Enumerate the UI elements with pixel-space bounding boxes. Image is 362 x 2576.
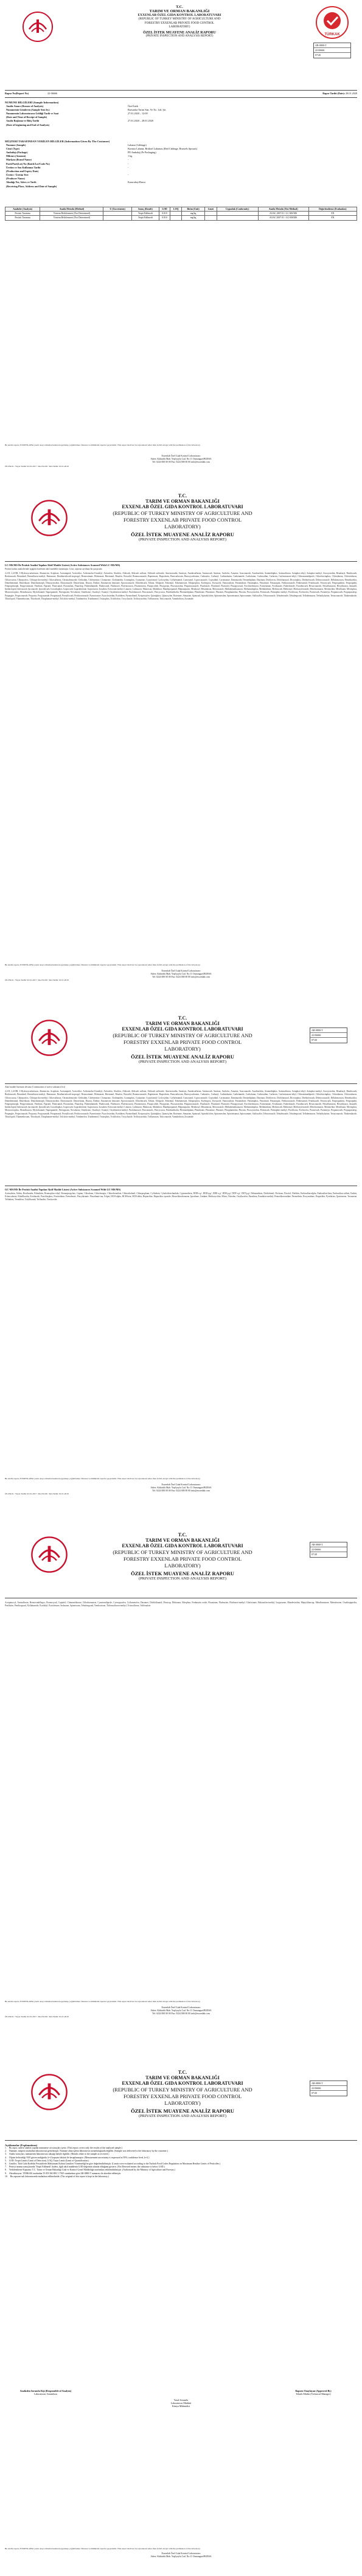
results-table <box>5 207 357 221</box>
note-text: Bu rapor, sadece analizi yapılan numuneye ait sonuçları içerir. (This report covers only the results of the analysed sample.) <box>9 2147 123 2149</box>
sig-right-role: Teknik Müdür (Technical Manager) <box>296 2392 331 2395</box>
header-ministry: TARIM VE ORMAN BAKANLIĞI <box>145 2075 220 2080</box>
info-row <box>5 123 167 126</box>
info-label: (Date and Time of Receipt of Sample) <box>6 116 47 119</box>
footer-revision: ÖS-FR-01 / Yayın Tarihi: 02.01.2017 / Rev.No:06 / Rev.Tarihi: 01.01.2019 <box>5 2015 69 2018</box>
doc-code-number: 22-06666 <box>310 1033 347 1038</box>
page-3-footer <box>5 1477 357 1495</box>
footer-lab-name: Exxenlab Özel Gıda Kontrol Laboratuvarı <box>161 970 201 973</box>
table-cell <box>103 216 132 220</box>
footer-address: Adres: Kükürtlü Mah. Yeşilyayla Cad. No:11 Osmangazi/BURSA <box>150 458 212 461</box>
table-cell: Yöntem Belirlenmesi (Not Determined) <box>40 216 103 220</box>
sample-info-title: NUMUNE BİLGİLERİ (Sample Information) <box>5 101 59 104</box>
info-value: Kırmızı Lahana, Brüksel Lahanası (Red Cabbage, Brussels Sprouts) <box>128 147 198 150</box>
info-label: Analiz Amacı (Reason of Analysis) <box>6 104 44 108</box>
footer-footnote: Bu analiz raporu, EXXENLAB'ın yazılı onayı olmadan kısmen kopyalanıp çoğaltılamaz. İmzasız ve mühürsüz raporlar geçersizdir. This report shall not be reproduced other than in full except with the permission of the laboratory. <box>5 444 201 446</box>
gc-list-section <box>5 564 357 913</box>
results-column-header: Analiz Metodu (Test Method) <box>258 207 308 212</box>
page-1-footer <box>5 444 357 468</box>
info-value <box>127 123 167 126</box>
table-cell: Yöntem Belirlenmesi (Not Determined) <box>40 212 103 216</box>
page-2-footer <box>5 964 357 981</box>
header-en-3: LABORATORY) <box>164 1046 201 1052</box>
sig-center-3: Kimya Mühendisi <box>172 2405 190 2408</box>
report-date-value: 28.01.2020 <box>346 92 357 95</box>
table-cell: mg/kg <box>182 212 205 216</box>
gc-compound-list: Acrinathrin, Aldrin, Benfluralin, Bifenthrin, Bromophos-ethyl, Bromopropylate, Captan, Chlordane, Chlorfenapyr, Chlorobenzilate, Chlorothalonil, Chlorpropham, Cyfluthrin, Cyhalothrin-lambda, Cypermethrin, DDD-o,p', DDD-p,p', DDE-o,p', DDE-p,p', DDT-o,p', DDT-p,p', Deltamethrin, Dichlobenil, Dicloran, Dicofol, Dieldrin, Endosulfan-alpha, Endosulfan-beta, Endosulfan sulfate, Endrin, Esfenvalerate, Ethalfluralin, Etridiazole, Fenchlorphos, Fenitrothion, Fenvalerate, Flucythrinate, Fluvalinate-tau, Folpet, HCH-alpha, HCH-beta, HCH-delta, Heptachlor, Heptachlor epoxide, Hexachlorobenzene, Iprodione, Lindane, Methoxychlor, Mirex, Nitrofen, Oxyfluorfen, Parathion, Parathion-methyl, Pentachloroaniline, Permethrin, Procymidone, Propachlor, Pyrethrins, Quintozene, Tecnazene, Tefluthrin, Tetradifon, Tolylfluanid, Trifluralin, Vinclozolin <box>5 1192 357 1201</box>
footer-address: Adres: Kükürtlü Mah. Yeşilyayla Cad. No:11 Osmangazi/BURSA <box>150 2009 212 2012</box>
report-header-5 <box>0 2049 362 2134</box>
header-lab: EXXENLAB ÖZEL GIDA KONTROL LABORATUVARI <box>137 13 221 17</box>
lc-list-intro: Pestisit kalıntı analizlerinde aşağıda listelenen aktif maddeler taranmıştır. Liste, raporun ayrılmaz bir parçasıdır. <box>5 568 103 570</box>
note-number: 4. <box>5 2156 7 2159</box>
header-en-1: (REPUBLIC OF TURKEY MINISTRY OF AGRICULTURE AND <box>113 2087 252 2093</box>
report-meta <box>5 92 357 95</box>
footer-lab-name: Exxenlab Özel Gıda Kontrol Laboratuvarı <box>161 1483 201 1487</box>
note-number: 7. <box>5 2166 7 2169</box>
note-text: Pestisit tarama sonuçlarında 'Tespit Edilmedi' ifadesi, ilgili aktif maddenin LOD değerinin altında olduğunu gösterir. (Not Detected means the substance is below LOD.) <box>9 2166 165 2169</box>
results-column-header: Değerlendirme (Evaluation) <box>308 207 357 212</box>
report-title: ÖZEL İSTEK MUAYENE ANALİZ RAPORU <box>131 2108 234 2114</box>
doc-code-box <box>310 2080 347 2096</box>
info-value: Özel İstek <box>128 104 139 108</box>
footer-footnote: Bu analiz raporu, EXXENLAB'ın yazılı onayı olmadan kısmen kopyalanıp çoğaltılamaz. İmzasız ve mühürsüz raporlar geçersizdir. This report shall not be reproduced other than in full except with the permission of the laboratory. <box>5 2547 201 2550</box>
sample-info-section <box>5 101 357 126</box>
report-header-3 <box>0 1003 362 1085</box>
info-value: PE Ambalaj (Pe Packaging) <box>128 150 156 154</box>
meta-divider <box>5 97 357 98</box>
header-en-2: FORESTRY EXXENLAB PRIVATE FOOD CONTROL <box>123 1556 242 1562</box>
report-date-label: Rapor Tarihi (Date): <box>322 92 346 95</box>
report-page-2 <box>0 477 362 997</box>
info-label: Parti/Part(Lot) No (Batch/Lot/Code No) <box>6 162 50 165</box>
header-title-block-4 <box>85 1532 280 1581</box>
info-row <box>5 184 198 188</box>
info-value: 1 kg <box>128 154 133 158</box>
info-label: Numune (Sample) <box>6 143 26 147</box>
header-en-2: FORESTRY EXXENLAB PRIVATE FOOD CONTROL <box>144 21 215 25</box>
report-title: ÖZEL İSTEK MUAYENE ANALİZ RAPORU <box>143 30 216 35</box>
doc-code-accreditation: AB-0800-T <box>310 1542 347 1547</box>
table-cell: Pestisit Taraması <box>5 216 40 220</box>
report-title: ÖZEL İSTEK MUAYENE ANALİZ RAPORU <box>131 531 234 537</box>
note-number: 6. <box>5 2163 7 2166</box>
table-row <box>5 212 357 216</box>
note-number: 10. <box>5 2175 8 2178</box>
footer-contact: Tel: 0224 000 00 00 Fax: 0224 000 00 00 info@exxenlab.com <box>152 976 210 978</box>
report-subtitle: (PRIVATE INSPECTION AND ANALYSIS REPORT) <box>138 2114 227 2118</box>
footer-address: Adres: Kükürtlü Mah. Yeşilyayla Cad. No:11 Osmangazi/BURSA <box>150 973 212 976</box>
header-lab: EXXENLAB ÖZEL GIDA KONTROL LABORATUVARI <box>122 1543 243 1549</box>
info-label: Numunenin Gönderen (Sample Sent by) <box>6 108 50 111</box>
report-no-value: 22-06666 <box>47 92 58 95</box>
header-divider <box>5 561 357 562</box>
note-number: 5. <box>5 2159 7 2162</box>
turkak-label: TÜRKAK <box>324 33 340 36</box>
header-en-1: (REPUBLIC OF TURKEY MINISTRY OF AGRICULTURE AND <box>113 1032 252 1038</box>
results-column-header: Birim (Unit) <box>182 207 205 212</box>
header-title-block-3 <box>85 1015 280 1064</box>
lc-compound-list: 2,4-D, 2,4-DB, 3-Hydroxycarbofuran, Abamectin, Acephate, Acetamiprid, Acetochlor, Acibenzolar-S-methyl, Aclonifen, Alachlor, Aldicarb, Aldicarb sulfone, Aldicarb sulfoxide, Ametoctradin, Ametryn, Amidosulfuron, Aminocarb, Amitraz, Anilofos, Atrazine, Azaconazole, Azadirachtin, Azamethiphos, Azimsulfuron, Azinphos-ethyl, Azinphos-methyl, Azoxystrobin, Benalaxyl, Bendiocarb, Benfuracarb, Benodanil, Bensulfuron-methyl, Bentazone, Benthiavalicarb-isopropyl, Benzoximate, Bifenazate, Bitertanol, Bixafen, Boscalid, Bromuconazole, Bupirimate, Buprofezin, Butocarboxim, Butoxycarboxim, Cadusafos, Carbaryl, Carbendazim, Carbetamide, Carbofuran, Carbosulfan, Carboxin, Carfentrazone-ethyl, Chlorantraniliprole, Chlorfenvinphos, Chloridazon, Chlorotoluron, Chloroxuron, Chlorpyrifos, Chlorpyrifos-methyl, Chlorsulfuron, Chromafenozide, Clethodim, Clofentezine, Clomazone, Clothianidin, Coumaphos, Cyanazine, Cyazofamid, Cycloxydim, Cyflufenamid, Cymoxanil, Cyproconazole, Cyprodinil, Cyromazine, Daminozide, Desmedipham, Diazinon, Dichlorvos, Diclobutrazol, Dicrotophos, Diethofencarb, Difenoconazole, Diflubenzuron, Dimethachlor, Dimethenamid, Dimethoate, Dimethomorph, Dimoxystrobin, Diniconazole, Dinotefuran, Diuron, Dodine, Emamectin benzoate, Epoxiconazole, Ethiofencarb, Ethion, Ethiprole, Ethirimol, Ethofumesate, Ethoprophos, Etofenprox, Etoxazole, Famoxadone, Fenamidone, Fenamiphos, Fenarimol, Fenazaquin, Fenbuconazole, Fenhexamid, Fenobucarb, Fenoxycarb, Fenpropathrin, Fenpropidin, Fenpropimorph, Fenpyroximate, Fenthion, Fipronil, Flonicamid, Florasulam, Fluazifop, Flubendiamide, Fludioxonil, Flufenacet, Flufenoxuron, Fluometuron, Fluopicolide, Fluopyram, Fluoxastrobin, Fluquinconazole, Flusilazole, Flutolanil, Flutriafol, Fluxapyroxad, Forchlorfenuron, Formetanate, Fosthiazate, Fuberidazole, Furathiocarb, Hexaconazole, Hexaflumuron, Hexythiazox, Imazalil, Imidacloprid, Indoxacarb, Ipconazole, Iprovalicarb, Isocarbophos, Isoprocarb, Isoprothiolane, Isoproturon, Isoxaben, Kresoxim-methyl, Linuron, Lufenuron, Malaoxon, Malathion, Mandipropamid, Mepanipyrim, Metalaxyl, Metamitron, Metconazole, Methabenzthiazuron, Methamidophos, Methidathion, Methiocarb, Methomyl, Methoxyfenozide, Metobromuron, Metolachlor, Metribuzin, Mevinphos, Monocrotophos, Monolinuron, Myclobutanil, Napropamide, Nitenpyram, Novaluron, Omethoate, Oxadixyl, Oxamyl, Oxydemeton-methyl, Paclobutrazol, Penconazole, Pencycuron, Pendimethalin, Phenmedipham, Phenthoate, Phosalone, Phosmet, Phosphamidon, Phoxim, Picoxystrobin, Pirimicarb, Pirimiphos-methyl, Prochloraz, Profenofos, Promecarb, Prometryn, Propamocarb, Propaquizafop, Propargite, Propiconazole, Propoxur, Propyzamide, Proquinazid, Prosulfocarb, Prothioconazole, Pymetrozine, Pyraclostrobin, Pyridaben, Pyrimethanil, Pyriproxyfen, Quinalphos, Quinoxyfen, Rotenone, Simazine, Spinosad, Spirodiclofen, Spiromesifen, Spirotetramat, Spiroxamine, Sulfoxaflor, Tebuconazole, Tebufenozide, Tebufenpyrad, Teflubenzuron, Terbuthylazine, Tetraconazole, Thiabendazole, Thiacloprid, Thiamethoxam, Thiodicarb, Thiophanate-methyl, Tolclofos-methyl, Triadimefon, Triadimenol, Triazophos, Trichlorfon, Tricyclazole, Trifloxystrobin, Triflumuron, Triticonazole, Vamidothion, Zoxamide <box>5 572 357 600</box>
sig-right-title: Raporu Onaylayan (Approved By) <box>295 2389 332 2392</box>
results-column-header: Analiz Metodu (Method) <box>40 207 103 212</box>
doc-code-box <box>310 1542 347 1558</box>
table-cell: EN <box>308 212 357 216</box>
doc-code-page: 07/20 <box>312 1553 318 1556</box>
report-page-1 <box>0 0 362 474</box>
note-text: Ölçüm belirsizliği %95 güven aralığında, k=2 kapsam faktörü ile hesaplanmıştır. (Measurement uncertainty is expressed at 95% confidence level, k=2.) <box>9 2156 150 2159</box>
info-value: 27.01.2020 – 28.01.2020 <box>128 119 153 123</box>
ministry-logo-icon <box>30 499 68 537</box>
extra-compound-list: Acequinocyl, Amisulbrom, Benzovindiflupyr, Bromoxynil, Captafol, Chinomethionat, Chlorbromuron, Cyantraniliprole, Cyenopyrafen, Cyflumetofen, Dazomet, Dichlofluanid, Dinocap, Dithianon, Ethephon, Fenbutatin oxide, Fluazinam, Flufenzine, Fluthiacet-methyl, Glufosinate, Halauxifen-methyl, Isopyrazam, Mandestrobin, Meptyldinocap, Metaflumizone, Metrafenone, Oxathiapiprolin, Penflufen, Penthiopyrad, Pyflubumide, Pyridalyl, Pyriofenone, Sedaxane, Spinetoram, Tebufenpyrad, Tembotrione, Thifensulfuron-methyl, Tritosulfuron, Valifenalate <box>5 1601 357 1607</box>
sig-left-title: Analizden Sorumlu Kişi (Responsible of Analysis) <box>19 2389 72 2392</box>
info-label: Markası (Brand Name) <box>6 158 32 162</box>
header-tc: T.C. <box>178 2070 187 2075</box>
info-label: Analiz Başlama ve Bitiş Tarihi <box>6 119 40 123</box>
ministry-logo-icon <box>30 1536 68 1573</box>
report-title: ÖZEL İSTEK MUAYENE ANALİZ RAPORU <box>131 1570 234 1576</box>
info-label: (Receiving Place, Address and Date of Sample) <box>6 184 57 188</box>
lc-list-title: LC-MS/MS İle Pestisit Analizi Yapılan Aktif Madde Listesi (Active Substances Scanned With LC-MS/MS) <box>5 564 120 567</box>
info-label: (Production and Expiry Date) <box>6 169 39 173</box>
results-column-header: LOQ <box>170 207 182 212</box>
info-label: Numunenin Laboratuvara Geldiği Tarih ve Saat <box>6 111 59 115</box>
report-page-4 <box>0 1520 362 2043</box>
info-value: - <box>128 158 129 162</box>
table-cell: Tespit Edilmedi <box>132 216 159 220</box>
report-header-4 <box>0 1520 362 1599</box>
table-cell <box>170 216 182 220</box>
notes-list <box>5 2147 357 2178</box>
info-label: Üretici / Üretim Yeri <box>6 173 29 177</box>
doc-code-accreditation: AB-0800-T <box>310 1028 347 1033</box>
report-header-2 <box>0 477 362 562</box>
info-value: Karacabey/Bursa <box>128 181 145 184</box>
table-cell <box>204 212 217 216</box>
doc-code-accreditation: AB-0800-T <box>314 43 350 48</box>
table-cell <box>103 212 132 216</box>
list-continuation <box>5 1086 357 1175</box>
table-cell <box>204 216 217 220</box>
sample-info-table <box>5 104 167 126</box>
doc-code-box <box>310 1027 347 1043</box>
sig-center-2: Laboratuvar Müdürü <box>170 2402 192 2405</box>
gc-list-section <box>5 1188 357 1387</box>
footer-footnote: Bu analiz raporu, EXXENLAB'ın yazılı onayı olmadan kısmen kopyalanıp çoğaltılamaz. İmzasız ve mühürsüz raporlar geçersizdir. This report shall not be reproduced other than in full except with the permission of the laboratory. <box>5 2000 201 2003</box>
info-value: Bursanlar Tarım San. Ve Tic. Ltd. Şti. <box>128 108 167 111</box>
sig-left-role: Laboratuvar Sorumlusu <box>34 2392 57 2395</box>
table-cell: EN <box>308 216 357 220</box>
ministry-logo-icon <box>30 2073 68 2111</box>
footer-footnote: Bu analiz raporu, EXXENLAB'ın yazılı onayı olmadan kısmen kopyalanıp çoğaltılamaz. İmzasız ve mühürsüz raporlar geçersizdir. This report shall not be reproduced other than in full except with the permission of the laboratory. <box>5 1477 201 1480</box>
header-en-1: (REPUBLIC OF TURKEY MINISTRY OF AGRICULTURE AND <box>138 18 221 21</box>
footer-revision: ÖS-FR-01 / Yayın Tarihi: 02.01.2017 / Rev.No:06 / Rev.Tarihi: 01.01.2019 <box>5 1492 69 1495</box>
note-text: Numune, müşteri tarafından laboratuvara getirilmiştir. Numune alma işlemi laboratuvar sorumluluğunda değildir. (Sample was delivered to the laboratory by the customer.) <box>9 2150 168 2153</box>
table-cell: Tespit Edilmedi <box>132 212 159 216</box>
header-ministry: TARIM VE ORMAN BAKANLIĞI <box>149 9 210 13</box>
report-header <box>0 0 362 58</box>
gc-list-title: GC-MS/MS İle Pestisit Analizi Yapılan Aktif Madde Listesi (Active Substances Scanned With GC-MS/MS) <box>5 1188 121 1191</box>
report-subtitle: (PRIVATE INSPECTION AND ANALYSIS REPORT) <box>138 537 227 542</box>
results-column-header: Sonuç (Result) <box>132 207 159 212</box>
info-value: - <box>128 173 129 177</box>
note-number: 9. <box>5 2172 7 2175</box>
ministry-logo-icon <box>22 11 54 43</box>
footer-lab-name: Exxenlab Özel Gıda Kontrol Laboratuvarı <box>161 2552 201 2555</box>
doc-code-number: 22-06666 <box>314 48 350 53</box>
footer-contact: Tel: 0224 000 00 00 Fax: 0224 000 00 00 info@exxenlab.com <box>152 1490 210 1492</box>
note-text: Yetkilendirme Kapsamı: T.C. Tarım ve Orman Bakanlığı Gıda ve Kontrol Genel Müdürlüğü tarafından yetkilendirilmiştir. (Authorized by the Ministry of Agriculture and Forestry.) <box>9 2169 176 2172</box>
header-divider <box>5 1083 357 1084</box>
header-en-3: LABORATORY) <box>164 2100 201 2106</box>
header-divider <box>5 90 357 91</box>
header-en-1: (REPUBLIC OF TURKEY MINISTRY OF AGRICULTURE AND <box>113 510 252 516</box>
table-cell: mg/kg <box>182 216 205 220</box>
ministry-logo-icon <box>30 1019 68 1057</box>
header-title-block <box>85 5 274 38</box>
header-lab: EXXENLAB ÖZEL GIDA KONTROL LABORATUVARI <box>122 1026 243 1032</box>
footer-revision: ÖS-FR-01 / Yayın Tarihi: 02.01.2017 / Rev.No:06 / Rev.Tarihi: 01.01.2019 <box>5 978 69 981</box>
customer-info-title: MÜŞTERİ TARAFINDAN VERİLEN BİLGİLER (Information Given By The Customer) <box>5 140 110 143</box>
doc-code-page: 07/20 <box>315 54 321 57</box>
list-item <box>5 2175 357 2178</box>
header-ministry: TARIM VE ORMAN BAKANLIĞI <box>145 1021 220 1026</box>
header-title-block-2 <box>85 493 280 542</box>
info-value: Lahana (Cabbage) <box>128 143 147 147</box>
signature-center <box>146 2398 216 2408</box>
table-row <box>5 216 357 220</box>
results-column-header: Limit <box>204 207 217 212</box>
header-en-3: LABORATORY) <box>164 523 201 530</box>
info-value <box>127 184 198 188</box>
header-ministry: TARIM VE ORMAN BAKANLIĞI <box>145 499 220 504</box>
lc-compound-list-continued: 2,4-D, 2,4-DB, 3-Hydroxycarbofuran, Abamectin, Acephate, Acetamiprid, Acetochlor, Acibenzolar-S-methyl, Aclonifen, Alachlor, Aldicarb, Aldicarb sulfone, Aldicarb sulfoxide, Ametoctradin, Ametryn, Amidosulfuron, Aminocarb, Amitraz, Anilofos, Atrazine, Azaconazole, Azadirachtin, Azamethiphos, Azimsulfuron, Azinphos-ethyl, Azinphos-methyl, Azoxystrobin, Benalaxyl, Bendiocarb, Benfuracarb, Benodanil, Bensulfuron-methyl, Bentazone, Benthiavalicarb-isopropyl, Benzoximate, Bifenazate, Bitertanol, Bixafen, Boscalid, Bromuconazole, Bupirimate, Buprofezin, Butocarboxim, Butoxycarboxim, Cadusafos, Carbaryl, Carbendazim, Carbetamide, Carbofuran, Carbosulfan, Carboxin, Carfentrazone-ethyl, Chlorantraniliprole, Chlorfenvinphos, Chloridazon, Chlorotoluron, Chloroxuron, Chlorpyrifos, Chlorpyrifos-methyl, Chlorsulfuron, Chromafenozide, Clethodim, Clofentezine, Clomazone, Clothianidin, Coumaphos, Cyanazine, Cyazofamid, Cycloxydim, Cyflufenamid, Cymoxanil, Cyproconazole, Cyprodinil, Cyromazine, Daminozide, Desmedipham, Diazinon, Dichlorvos, Diclobutrazol, Dicrotophos, Diethofencarb, Difenoconazole, Diflubenzuron, Dimethachlor, Dimethenamid, Dimethoate, Dimethomorph, Dimoxystrobin, Diniconazole, Dinotefuran, Diuron, Dodine, Emamectin benzoate, Epoxiconazole, Ethiofencarb, Ethion, Ethiprole, Ethirimol, Ethofumesate, Ethoprophos, Etofenprox, Etoxazole, Famoxadone, Fenamidone, Fenamiphos, Fenarimol, Fenazaquin, Fenbuconazole, Fenhexamid, Fenobucarb, Fenoxycarb, Fenpropathrin, Fenpropidin, Fenpropimorph, Fenpyroximate, Fenthion, Fipronil, Flonicamid, Florasulam, Fluazifop, Flubendiamide, Fludioxonil, Flufenacet, Flufenoxuron, Fluometuron, Fluopicolide, Fluopyram, Fluoxastrobin, Fluquinconazole, Flusilazole, Flutolanil, Flutriafol, Fluxapyroxad, Forchlorfenuron, Formetanate, Fosthiazate, Fuberidazole, Furathiocarb, Hexaconazole, Hexaflumuron, Hexythiazox, Imazalil, Imidacloprid, Indoxacarb, Ipconazole, Iprovalicarb, Isocarbophos, Isoprocarb, Isoprothiolane, Isoproturon, Isoxaben, Kresoxim-methyl, Linuron, Lufenuron, Malaoxon, Malathion, Mandipropamid, Mepanipyrim, Metalaxyl, Metamitron, Metconazole, Methabenzthiazuron, Methamidophos, Methidathion, Methiocarb, Methomyl, Methoxyfenozide, Metobromuron, Metolachlor, Metribuzin, Mevinphos, Monocrotophos, Monolinuron, Myclobutanil, Napropamide, Nitenpyram, Novaluron, Omethoate, Oxadixyl, Oxamyl, Oxydemeton-methyl, Paclobutrazol, Penconazole, Pencycuron, Pendimethalin, Phenmedipham, Phenthoate, Phosalone, Phosmet, Phosphamidon, Phoxim, Picoxystrobin, Pirimicarb, Pirimiphos-methyl, Prochloraz, Profenofos, Promecarb, Prometryn, Propamocarb, Propaquizafop, Propargite, Propiconazole, Propoxur, Propyzamide, Proquinazid, Prosulfocarb, Prothioconazole, Pymetrozine, Pyraclostrobin, Pyridaben, Pyrimethanil, Pyriproxyfen, Quinalphos, Quinoxyfen, Rotenone, Simazine, Spinosad, Spirodiclofen, Spiromesifen, Spirotetramat, Spiroxamine, Sulfoxaflor, Tebuconazole, Tebufenozide, Tebufenpyrad, Teflubenzuron, Terbuthylazine, Tetraconazole, Thiabendazole, Thiacloprid, Thiamethoxam, Thiodicarb, Thiophanate-methyl, Tolclofos-methyl, Triadimefon, Triadimenol, Triazophos, Trichlorfon, Tricyclazole, Trifloxystrobin, Triflumuron, Triticonazole, Vamidothion, Zoxamide <box>5 1090 357 1118</box>
results-column-header: Analizler (Analysis) <box>5 207 40 212</box>
report-title: ÖZEL İSTEK MUAYENE ANALİZ RAPORU <box>131 1054 234 1060</box>
page-5-footer <box>5 2547 357 2558</box>
footer-contact: Tel: 0224 000 00 00 Fax: 0224 000 00 00 info@exxenlab.com <box>152 461 210 463</box>
table-cell <box>217 212 258 216</box>
note-number: 3. <box>5 2153 7 2156</box>
header-en-2: FORESTRY EXXENLAB PRIVATE FOOD CONTROL <box>123 517 242 523</box>
info-label: (Date of beginning and End of Analysis) <box>6 123 50 126</box>
results-section <box>5 207 357 221</box>
extra-list-section <box>5 1601 357 1674</box>
doc-code-page: 07/20 <box>312 1038 318 1041</box>
doc-code-number: 22-06666 <box>310 1547 347 1552</box>
header-en-3: LABORATORY) <box>169 26 190 29</box>
footer-revision: ÖS-FR-01 / Yayın Tarihi: 02.01.2017 / Rev.No:06 / Rev.Tarihi: 01.01.2019 <box>5 464 69 468</box>
report-subtitle: (PRIVATE INSPECTION AND ANALYSIS REPORT) <box>145 34 214 38</box>
customer-info-table <box>5 143 198 188</box>
header-tc: T.C. <box>176 5 183 9</box>
table-cell: AOAC 2007.01 / LC-MS/MS <box>258 212 308 216</box>
header-en-1: (REPUBLIC OF TURKEY MINISTRY OF AGRICULTURE AND <box>113 1549 252 1555</box>
note-number: 2. <box>5 2150 7 2153</box>
table-cell <box>170 212 182 216</box>
header-tc: T.C. <box>178 1532 187 1538</box>
info-value: - <box>128 165 129 169</box>
footer-lab-name: Exxenlab Özel Gıda Kontrol Laboratuvarı <box>161 2006 201 2009</box>
turkak-accreditation-icon <box>315 5 350 40</box>
table-cell: 0.010 <box>159 216 170 220</box>
notes-title: Açıklamalar (Explanations) <box>5 2144 38 2147</box>
header-tc: T.C. <box>178 493 187 499</box>
header-ministry: TARIM VE ORMAN BAKANLIĞI <box>145 1538 220 1543</box>
footer-footnote: Bu analiz raporu, EXXENLAB'ın yazılı onayı olmadan kısmen kopyalanıp çoğaltılamaz. İmzasız ve mühürsüz raporlar geçersizdir. This report shall not be reproduced other than in full except with the permission of the laboratory. <box>5 964 201 966</box>
table-cell: AOAC 2007.01 / GC-MS/MS <box>258 216 308 220</box>
header-en-2: FORESTRY EXXENLAB PRIVATE FOOD CONTROL <box>123 1039 242 1045</box>
report-subtitle: (PRIVATE INSPECTION AND ANALYSIS REPORT) <box>138 1060 227 1064</box>
info-label: Üretim ve Son Kullanma Tarihi <box>6 165 41 169</box>
results-column-header: LOD <box>159 207 170 212</box>
doc-code-page: 07/20 <box>312 2091 318 2094</box>
report-subtitle: (PRIVATE INSPECTION AND ANALYSIS REPORT) <box>138 1576 227 1581</box>
header-lab: EXXENLAB ÖZEL GIDA KONTROL LABORATUVARI <box>122 504 243 509</box>
report-page-3 <box>0 1003 362 1514</box>
results-column-header: Uygunluk (Conformity) <box>217 207 258 212</box>
doc-code-number: 22-06666 <box>310 2086 347 2091</box>
info-label: (Producer Name) <box>6 177 25 181</box>
info-value: 27.01.2020 – 12:00 <box>128 111 148 115</box>
footer-lab-name: Exxenlab Özel Gıda Kontrol Laboratuvarı <box>161 455 201 458</box>
note-text: Analiz sonuçları, numunenin laboratuvara ulaştığı haliyle ilgilidir. (Results relate to the sample as received.) <box>9 2153 110 2156</box>
footer-address: Adres: Kükürtlü Mah. Yeşilyayla Cad. No:11 Osmangazi/BURSA <box>150 2555 212 2558</box>
footer-contact: Tel: 0224 000 00 00 Fax: 0224 000 00 00 info@exxenlab.com <box>152 2012 210 2015</box>
report-no-label: Rapor No(Report No) <box>5 92 29 95</box>
footer-address: Adres: Kükürtlü Mah. Yeşilyayla Cad. No:11 Osmangazi/BURSA <box>150 1487 212 1490</box>
note-text: LOD: Tespit Limiti (Limit of Detection), LOQ: Tayin Limiti (Limit of Quantification). <box>9 2159 89 2162</box>
signature-left <box>12 2389 79 2395</box>
page-4-footer <box>5 2000 357 2018</box>
table-cell: Pestisit Taraması <box>5 212 40 216</box>
header-lab: EXXENLAB ÖZEL GIDA KONTROL LABORATUVARI <box>122 2080 243 2086</box>
notes-section <box>5 2144 357 2178</box>
table-cell <box>217 216 258 220</box>
info-label: Alındığı Yer, Adres ve Tarih <box>6 181 37 184</box>
list-continued-note: Aktif madde listesinin devamı (Continuation of active substance list) <box>5 1086 66 1088</box>
report-page-5 <box>0 2049 362 2576</box>
header-en-2: FORESTRY EXXENLAB PRIVATE FOOD CONTROL <box>123 2093 242 2099</box>
header-divider <box>5 2140 357 2141</box>
header-title-block-5 <box>85 2070 280 2118</box>
info-label: Miktarı (Amount) <box>6 154 26 158</box>
note-text: Limitler, Türk Gıda Kodeksi Pestisitlerin Maksimum Kalıntı Limitleri Yönetmeliği'ne göre değerlendirilmiştir. (Limits were evaluated according to the Turkish Food Codex Regulation on Maximum Residue Limits of Pesticides.) <box>9 2163 221 2166</box>
note-number: 8. <box>5 2169 7 2172</box>
info-label: Cinsi (Type) <box>6 147 19 150</box>
info-value: - <box>128 162 129 165</box>
table-cell: 0.010 <box>159 212 170 216</box>
header-en-3: LABORATORY) <box>164 1563 201 1569</box>
note-text: Akreditasyon: TÜRKAK tarafından TS EN ISO/IEC 17025 standardına göre AB-0800-T numarası ile akredite edilmiştir. <box>9 2172 121 2175</box>
note-text: Bu raporun aslı laboratuvarda muhafaza edilmektedir. (The original of this report is kept in the laboratory.) <box>10 2175 109 2178</box>
info-label: Ambalajı (Package) <box>6 150 28 154</box>
doc-code-box <box>313 43 351 58</box>
customer-info-section <box>5 140 357 188</box>
results-column-header: U (Uncertainty) <box>103 207 132 212</box>
note-number: 1. <box>5 2147 7 2149</box>
signature-right <box>277 2389 350 2395</box>
sig-center-1: Yasal Sorumlu <box>173 2398 189 2402</box>
header-tc: T.C. <box>178 1015 187 1021</box>
doc-code-accreditation: AB-0800-T <box>310 2081 347 2086</box>
